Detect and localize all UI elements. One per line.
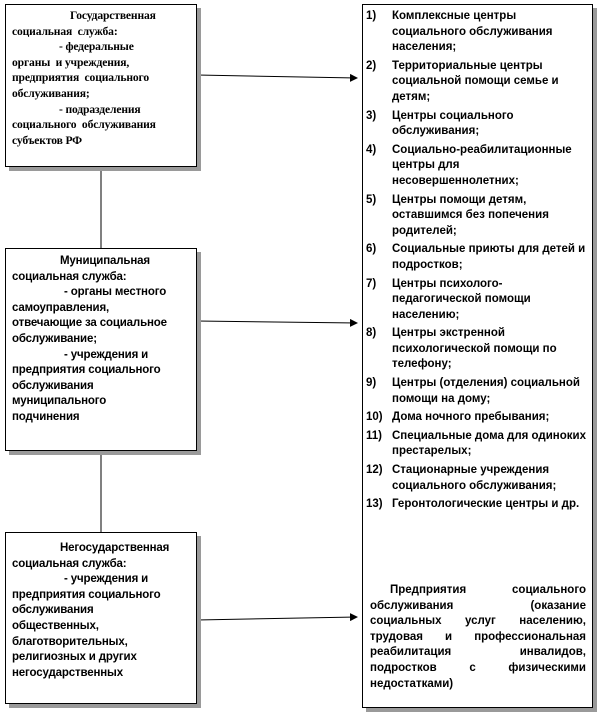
institutions-list <box>366 9 588 516</box>
state-service-line: субъектов РФ <box>12 133 82 147</box>
nonstate-service-line: религиозных и других <box>12 651 137 664</box>
arrow-state-to-list <box>197 75 357 78</box>
institution-text: Центры экстренной психологической помощи по телефону; <box>392 327 557 371</box>
institution-number: 7) <box>366 277 377 290</box>
institution-text: Комплексные центры социального обслуживания населения; <box>392 10 553 54</box>
enterprises-description: Предприятия социального обслуживания (оказание социальных услуг населению, трудовая и профессиональная реабилитация инвалидов, подростков с физическими недостатками) <box>370 584 586 690</box>
institution-text: Специальные дома для одиноких престарелых; <box>392 429 586 458</box>
institution-number: 11) <box>366 429 382 442</box>
institution-item <box>366 9 588 56</box>
institution-number: 13) <box>366 498 383 511</box>
institution-item <box>366 59 588 106</box>
municipal-service-text <box>12 254 194 426</box>
institution-item <box>366 193 588 240</box>
municipal-service-line: обслуживания <box>12 379 94 392</box>
institution-item <box>366 326 588 373</box>
arrow-nonstate-to-list <box>197 617 357 620</box>
nonstate-service-text <box>12 541 194 681</box>
institution-text: Центры психолого-педагогической помощи населению; <box>392 277 531 321</box>
municipal-service-line: отвечающие за социальное <box>12 317 167 330</box>
institution-text: Геронтологические центры и др. <box>392 498 580 511</box>
state-service-line: - подразделения <box>59 102 141 116</box>
institution-number: 5) <box>366 193 377 206</box>
institution-text: Стационарные учреждения социального обслуживания; <box>392 464 557 492</box>
municipal-service-line: - учреждения и <box>64 348 149 361</box>
institution-text: Социальные приюты для детей и подростков; <box>392 243 586 271</box>
state-service-line: органы и учреждения, <box>12 55 130 69</box>
arrow-municipal-to-list <box>197 321 357 323</box>
municipal-service-line: предприятия социального <box>12 364 161 377</box>
institution-number: 10) <box>366 411 383 424</box>
municipal-service-title: Муниципальная <box>60 255 150 267</box>
institution-number: 12) <box>366 464 383 477</box>
nonstate-service-title: Негосударственная <box>60 542 170 554</box>
municipal-service-line: муниципального <box>12 395 107 408</box>
institution-text: Социально-реабилитационные центры для несовершеннолетних; <box>392 143 572 187</box>
institution-number: 1) <box>366 10 377 22</box>
state-service-line: обслуживания; <box>12 86 90 100</box>
institution-item <box>366 497 588 513</box>
institution-number: 2) <box>366 59 377 72</box>
state-service-line: социальная служба: <box>12 24 118 38</box>
municipal-service-line: социальная служба: <box>12 270 127 283</box>
institution-text: Центры социального обслуживания; <box>392 109 514 138</box>
institution-number: 8) <box>366 327 377 340</box>
state-service-line: социального обслуживания <box>12 118 156 132</box>
nonstate-service-line: благотворительных, <box>12 635 128 648</box>
nonstate-service-line: обслуживания <box>12 604 94 617</box>
institution-item <box>366 410 588 426</box>
institution-number: 6) <box>366 243 377 256</box>
nonstate-service-line: общественных, <box>12 619 99 632</box>
state-service-title: Государственная <box>70 9 156 22</box>
institution-item <box>366 242 588 273</box>
institution-item <box>366 109 588 140</box>
nonstate-service-line: предприятия социального <box>12 588 161 601</box>
municipal-service-line: обслуживание; <box>12 332 97 345</box>
institution-text: Центры помощи детям, оставшимся без попечения родителей; <box>392 193 549 237</box>
state-service-line: - федеральные <box>59 40 134 54</box>
institution-number: 4) <box>366 143 377 156</box>
institution-text: Территориальные центры социальной помощи семье и детям; <box>392 59 559 103</box>
institution-item <box>366 463 588 494</box>
institution-number: 9) <box>366 377 377 390</box>
institution-text: Центры (отделения) социальной помощи на дому; <box>392 377 580 405</box>
institution-item <box>366 429 588 460</box>
municipal-service-line: подчинения <box>12 410 80 423</box>
state-service-line: предприятия социального <box>12 71 149 85</box>
nonstate-service-line: - учреждения и <box>64 573 149 586</box>
nonstate-service-line: социальная служба: <box>12 557 127 570</box>
institution-item <box>366 277 588 324</box>
institution-text: Дома ночного пребывания; <box>392 411 550 424</box>
municipal-service-line: самоуправления, <box>12 301 110 314</box>
nonstate-service-line: негосударственных <box>12 666 123 679</box>
institution-item <box>366 376 588 407</box>
municipal-service-line: - органы местного <box>64 286 167 299</box>
institution-item <box>366 143 588 190</box>
institution-number: 3) <box>366 109 377 122</box>
state-service-text <box>12 8 194 148</box>
